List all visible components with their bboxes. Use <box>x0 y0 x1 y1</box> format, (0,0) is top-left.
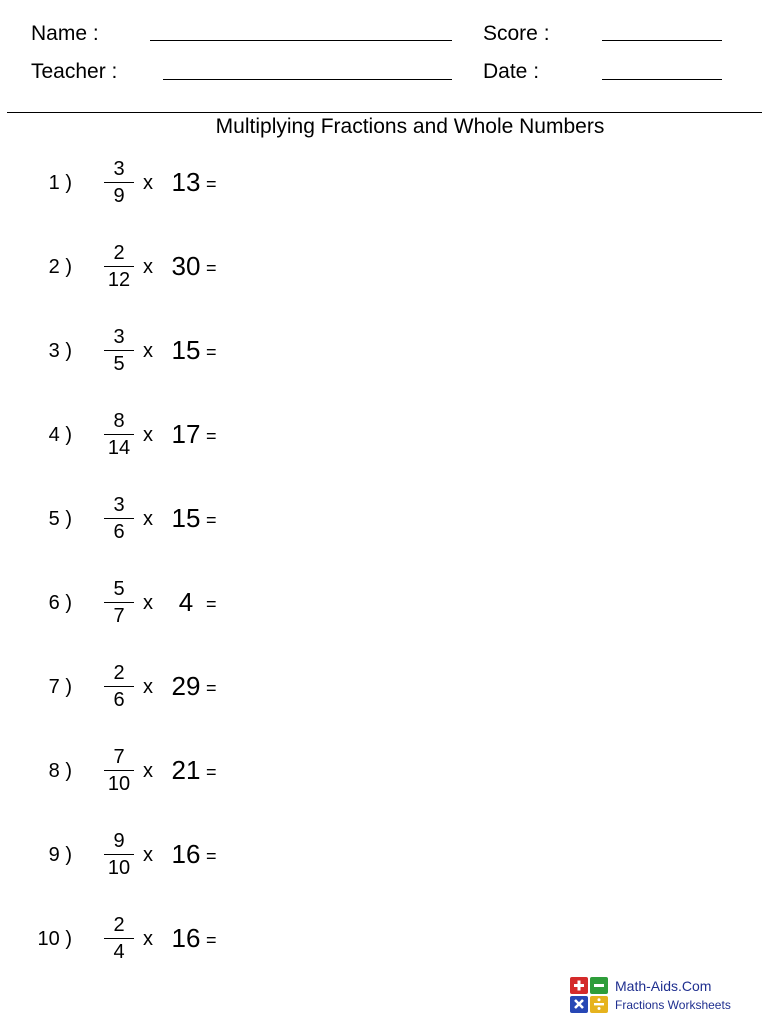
multiply-sign: x <box>143 172 153 194</box>
equals-sign: = <box>206 258 217 278</box>
fraction-numerator: 5 <box>113 578 125 600</box>
fraction-numerator: 2 <box>113 662 125 684</box>
problem-item <box>0 409 400 479</box>
fraction <box>100 661 138 712</box>
problem-item <box>0 661 400 731</box>
fraction-denominator: 4 <box>113 941 125 963</box>
fraction-numerator: 3 <box>113 326 125 348</box>
fraction-numerator: 9 <box>113 830 125 852</box>
problem-number: 3 ) <box>48 340 72 362</box>
fraction-numerator: 8 <box>113 410 125 432</box>
whole-number: 16 <box>171 839 201 869</box>
problem-number: 7 ) <box>48 676 72 698</box>
fraction-bar <box>104 266 134 267</box>
fraction-bar <box>104 686 134 687</box>
whole-number: 16 <box>171 923 201 953</box>
multiply-sign: x <box>143 676 153 698</box>
fraction <box>100 745 138 796</box>
whole-number: 17 <box>171 419 201 449</box>
fraction-denominator: 12 <box>107 269 131 291</box>
fraction-bar <box>104 770 134 771</box>
score-line <box>602 40 722 41</box>
fraction-bar <box>104 434 134 435</box>
problem-number: 6 ) <box>48 592 72 614</box>
fraction-numerator: 3 <box>113 494 125 516</box>
logo-title[interactable]: Math-Aids.Com <box>615 978 712 994</box>
problem-number: 9 ) <box>48 844 72 866</box>
fraction-denominator: 7 <box>113 605 125 627</box>
problem-item <box>0 325 400 395</box>
name-label: Name : <box>31 22 99 45</box>
multiply-sign: x <box>143 760 153 782</box>
teacher-label: Teacher : <box>31 60 118 83</box>
name-line <box>150 40 452 41</box>
teacher-line <box>163 79 452 80</box>
multiply-sign: x <box>143 424 153 446</box>
multiply-sign: x <box>143 256 153 278</box>
fraction-numerator: 3 <box>113 158 125 180</box>
problem-item <box>0 493 400 563</box>
fraction-bar <box>104 182 134 183</box>
fraction <box>100 829 138 880</box>
fraction-denominator: 10 <box>107 773 131 795</box>
problem-item <box>0 745 400 815</box>
fraction-bar <box>104 602 134 603</box>
problem-number: 10 ) <box>37 928 72 950</box>
whole-number: 21 <box>171 755 201 785</box>
math-operations-icon <box>570 977 608 1013</box>
equals-sign: = <box>206 846 217 866</box>
whole-number: 15 <box>171 335 201 365</box>
equals-sign: = <box>206 426 217 446</box>
fraction-bar <box>104 938 134 939</box>
equals-sign: = <box>206 342 217 362</box>
equals-sign: = <box>206 762 217 782</box>
fraction-denominator: 6 <box>113 521 125 543</box>
multiply-sign: x <box>143 844 153 866</box>
fraction <box>100 409 138 460</box>
equals-sign: = <box>206 678 217 698</box>
problem-item <box>0 829 400 899</box>
problem-number: 1 ) <box>48 172 72 194</box>
problem-item <box>0 241 400 311</box>
problem-number: 4 ) <box>48 424 72 446</box>
fraction <box>100 577 138 628</box>
fraction <box>100 913 138 964</box>
date-label: Date : <box>483 60 540 83</box>
multiply-sign: x <box>143 592 153 614</box>
fraction-bar <box>104 350 134 351</box>
whole-number: 15 <box>171 503 201 533</box>
problem-number: 2 ) <box>48 256 72 278</box>
equals-sign: = <box>206 174 217 194</box>
fraction <box>100 493 138 544</box>
fraction-bar <box>104 518 134 519</box>
fraction <box>100 157 138 208</box>
logo-subtitle: Fractions Worksheets <box>615 998 731 1012</box>
problem-item <box>0 913 400 983</box>
fraction-denominator: 10 <box>107 857 131 879</box>
header-divider <box>7 112 762 113</box>
problem-item <box>0 577 400 647</box>
whole-number: 13 <box>171 167 201 197</box>
fraction-denominator: 5 <box>113 353 125 375</box>
equals-sign: = <box>206 594 217 614</box>
fraction-bar <box>104 854 134 855</box>
fraction <box>100 325 138 376</box>
whole-number: 4 <box>178 587 194 617</box>
date-line <box>602 79 722 80</box>
multiply-sign: x <box>143 928 153 950</box>
fraction-denominator: 6 <box>113 689 125 711</box>
equals-sign: = <box>206 930 217 950</box>
fraction <box>100 241 138 292</box>
fraction-numerator: 2 <box>113 242 125 264</box>
problem-number: 8 ) <box>48 760 72 782</box>
multiply-sign: x <box>143 508 153 530</box>
fraction-denominator: 14 <box>107 437 131 459</box>
whole-number: 29 <box>171 671 201 701</box>
whole-number: 30 <box>171 251 201 281</box>
problem-number: 5 ) <box>48 508 72 530</box>
fraction-numerator: 2 <box>113 914 125 936</box>
score-label: Score : <box>483 22 550 45</box>
fraction-numerator: 7 <box>113 746 125 768</box>
multiply-sign: x <box>143 340 153 362</box>
worksheet-title: Multiplying Fractions and Whole Numbers <box>215 115 605 138</box>
math-aids-logo <box>570 977 750 1017</box>
equals-sign: = <box>206 510 217 530</box>
problem-item <box>0 157 400 227</box>
fraction-denominator: 9 <box>113 185 125 207</box>
